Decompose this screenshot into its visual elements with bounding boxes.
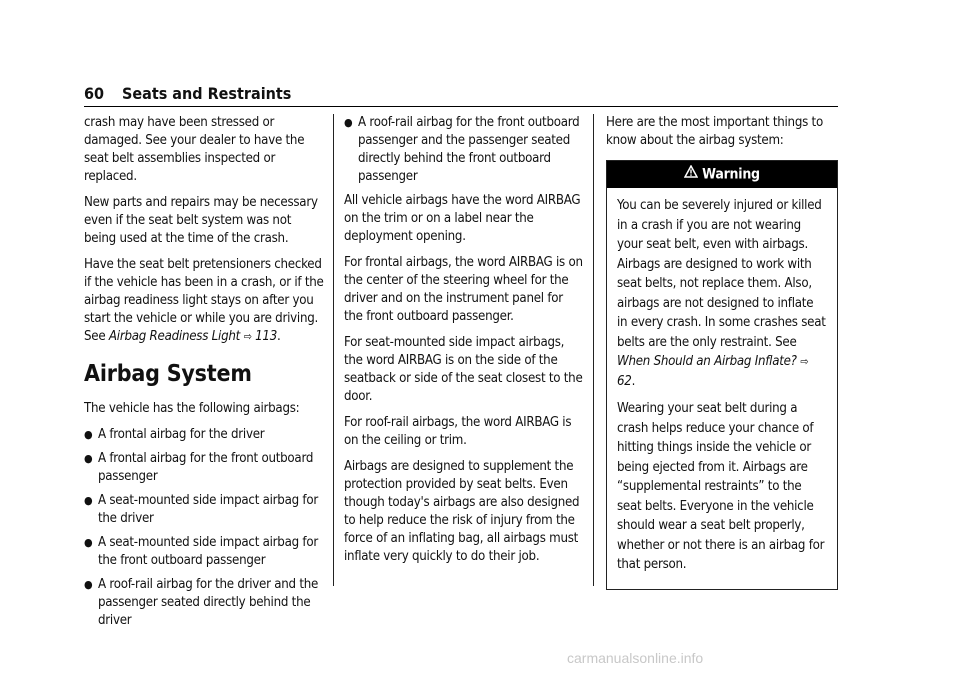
paragraph: crash may have been stressed or damaged. See your dealer to have the seat belt assemblies inspected or replaced. <box>84 115 305 184</box>
bullet-icon: ● <box>84 494 93 507</box>
bullet-icon: ● <box>84 428 93 441</box>
section-title: Seats and Restraints <box>122 84 292 103</box>
list-item <box>84 576 324 630</box>
watermark: carmanualsonline.info <box>567 650 704 666</box>
list-item-text: A frontal airbag for the driver <box>98 427 265 442</box>
list-item-text: A frontal airbag for the front outboard passenger <box>98 451 314 484</box>
paragraph: Have the seat belt pretensioners checked if the vehicle has been in a crash, or if the airbag readiness light stays on after you start the vehicle or while you are driving. See Airbag Readiness Light ⇨ 113. <box>84 257 324 344</box>
paragraph: Wearing your seat belt during a crash helps reduce your chance of hitting things inside the vehicle or being ejected from it. Airbags are “supplemental restraints” to the seat belts. Everyone in the vehicle should wear a seat belt properly, whether or not there is an airbag for that person. <box>617 401 825 572</box>
column-2 <box>344 114 584 574</box>
bullet-icon: ● <box>84 536 93 549</box>
paragraph: You can be severely injured or killed in a crash if you are not wearing your seat belt, even with airbags. Airbags are designed to work with seat belts, not replace them. Also, airbags are not designed to inflate in every crash. In some crashes seat belts are the only restraint. See When Should an Airbag Inflate? ⇨ 62. <box>617 198 826 389</box>
list-item-text: A seat-mounted side impact airbag for the driver <box>98 493 318 526</box>
paragraph: Airbags are designed to supplement the protection provided by seat belts. Even though today's airbags are also designed to help reduce the risk of injury from the force of an inflating bag, all airbags must inflate very quickly to do their job. <box>344 459 580 564</box>
paragraph: New parts and repairs may be necessary even if the seat belt system was not being used at the time of the crash. <box>84 195 318 246</box>
paragraph: For frontal airbags, the word AIRBAG is on the center of the steering wheel for the driver and on the instrument panel for the front outboard passenger. <box>344 255 583 324</box>
bullet-icon: ● <box>344 116 353 129</box>
column-divider <box>333 114 334 586</box>
warning-title: Warning <box>702 166 760 183</box>
column-3 <box>606 114 838 590</box>
bullet-icon: ● <box>84 578 93 591</box>
page-reference[interactable]: 113 <box>255 329 278 344</box>
column-1 <box>84 114 324 636</box>
list-item <box>84 450 324 486</box>
cross-reference-link[interactable]: Airbag Readiness Light <box>108 329 241 344</box>
paragraph: Here are the most important things to know about the airbag system: <box>606 115 823 148</box>
column-divider <box>593 114 594 586</box>
airbag-list-continued <box>344 114 584 186</box>
list-item <box>84 492 324 528</box>
list-item-text: A roof-rail airbag for the front outboard passenger and the passenger seated directly behind the front outboard passenger <box>358 115 580 184</box>
paragraph-text: Have the seat belt pretensioners checked if the vehicle has been in a crash, or if the airbag readiness light stays on after you start the vehicle or while you are driving. See <box>84 257 324 344</box>
page-header <box>84 84 838 107</box>
paragraph: The vehicle has the following airbags: <box>84 401 300 416</box>
list-item <box>344 114 584 186</box>
list-item <box>84 426 324 444</box>
paragraph: For roof-rail airbags, the word AIRBAG is on the ceiling or trim. <box>344 415 572 448</box>
list-item-text: A seat-mounted side impact airbag for the front outboard passenger <box>98 535 318 568</box>
warning-triangle-icon <box>684 161 698 188</box>
bullet-icon: ● <box>84 452 93 465</box>
warning-header <box>607 161 837 188</box>
section-heading: Airbag System <box>84 361 252 387</box>
warning-box <box>606 160 838 590</box>
cross-reference-link[interactable]: When Should an Airbag Inflate? <box>617 354 797 369</box>
list-item <box>84 534 324 570</box>
airbag-list <box>84 426 324 630</box>
page-ref-icon: ⇨ <box>800 355 809 368</box>
paragraph: All vehicle airbags have the word AIRBAG on the trim or on a label near the deployment opening. <box>344 193 581 244</box>
warning-body <box>607 188 837 589</box>
paragraph: For seat-mounted side impact airbags, the word AIRBAG is on the side of the seatback or side of the seat closest to the door. <box>344 335 583 404</box>
page-ref-icon: ⇨ <box>243 330 252 343</box>
list-item-text: A roof-rail airbag for the driver and the passenger seated directly behind the driver <box>98 577 319 628</box>
paragraph-text: You can be severely injured or killed in a crash if you are not wearing your seat belt, even with airbags. Airbags are designed to work with seat belts, not replace them. Also, airbags are not designed to inflate in every crash. In some crashes seat belts are the only restraint. See <box>617 198 826 350</box>
page-reference[interactable]: 62 <box>617 373 632 389</box>
page-number: 60 <box>84 84 105 103</box>
